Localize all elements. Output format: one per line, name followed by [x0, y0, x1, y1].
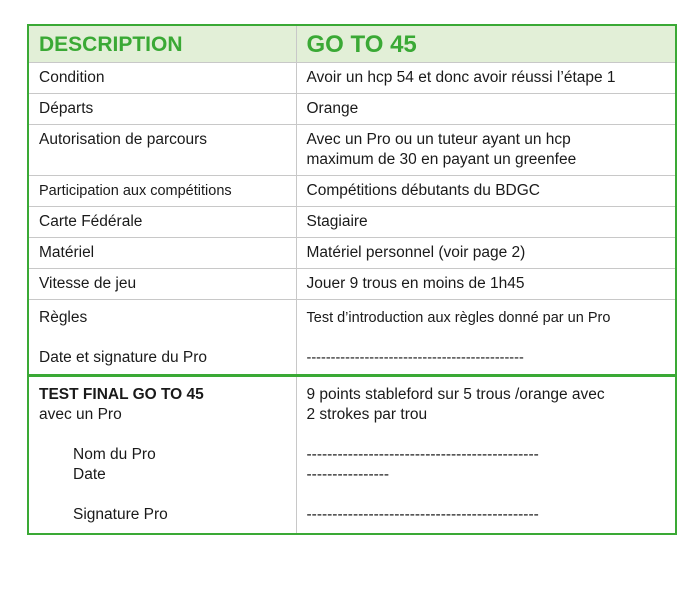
- row-value: Orange: [296, 94, 675, 125]
- row-label: [29, 300, 296, 376]
- header-go-to-45: GO TO 45: [296, 26, 675, 63]
- row-value-line: maximum de 30 en payant un greenfee: [306, 151, 577, 168]
- row-value: Stagiaire: [296, 207, 675, 238]
- row-value: Matériel personnel (voir page 2): [296, 238, 675, 269]
- spacer: [307, 425, 667, 445]
- spacer: [39, 328, 287, 348]
- spacer: [39, 485, 287, 505]
- pro-name-line: ---------------------------------------------: [306, 446, 539, 463]
- row-label: Carte Fédérale: [29, 207, 296, 238]
- final-test-title: TEST FINAL GO TO 45: [39, 386, 204, 403]
- regles-label: Règles: [39, 309, 88, 326]
- row-label: Matériel: [29, 238, 296, 269]
- table-row-departs: [29, 94, 675, 125]
- table-row-autorisation: [29, 125, 675, 176]
- table-row-regles: [29, 300, 675, 376]
- table-row-final-test: [29, 376, 675, 534]
- signature-pro-line: ---------------------------------------------: [306, 506, 539, 523]
- final-test-values: [296, 376, 675, 534]
- spacer: [307, 485, 667, 505]
- row-label: Participation aux compétitions: [29, 176, 296, 207]
- signature-line: ---------------------------------------------: [306, 350, 524, 366]
- row-label: Vitesse de jeu: [29, 269, 296, 300]
- date-label: Date: [73, 466, 106, 483]
- pro-name-label: Nom du Pro: [73, 446, 156, 463]
- table-row-participation: [29, 176, 675, 207]
- date-line: ----------------: [306, 466, 390, 483]
- final-test-value-line: 9 points stableford sur 5 trous /orange avec: [306, 386, 605, 403]
- go-to-45-table: [29, 26, 675, 533]
- regles-value: Test d’introduction aux règles donné par un Pro: [306, 310, 611, 326]
- row-value: Compétitions débutants du BDGC: [296, 176, 675, 207]
- header-row: [29, 26, 675, 63]
- final-test-subtitle: avec un Pro: [39, 406, 122, 423]
- table-row-carte-federale: [29, 207, 675, 238]
- spacer: [307, 328, 667, 348]
- row-value: [296, 300, 675, 376]
- row-value-line: Avec un Pro ou un tuteur ayant un hcp: [306, 131, 571, 148]
- row-label: Départs: [29, 94, 296, 125]
- row-value: [296, 125, 675, 176]
- header-description: DESCRIPTION: [29, 26, 296, 63]
- row-value: Avoir un hcp 54 et donc avoir réussi l’étape 1: [296, 63, 675, 94]
- row-label: Autorisation de parcours: [29, 125, 296, 176]
- table-row-materiel: [29, 238, 675, 269]
- table-row-vitesse: [29, 269, 675, 300]
- row-value: Jouer 9 trous en moins de 1h45: [296, 269, 675, 300]
- spacer: [39, 425, 287, 445]
- final-test-value-line: 2 strokes par trou: [306, 406, 428, 423]
- final-test-cell: [29, 376, 296, 534]
- signature-label: Date et signature du Pro: [39, 349, 208, 366]
- go-to-45-table-frame: [27, 24, 677, 535]
- table-row-condition: [29, 63, 675, 94]
- row-label: Condition: [29, 63, 296, 94]
- signature-pro-label: Signature Pro: [73, 506, 168, 523]
